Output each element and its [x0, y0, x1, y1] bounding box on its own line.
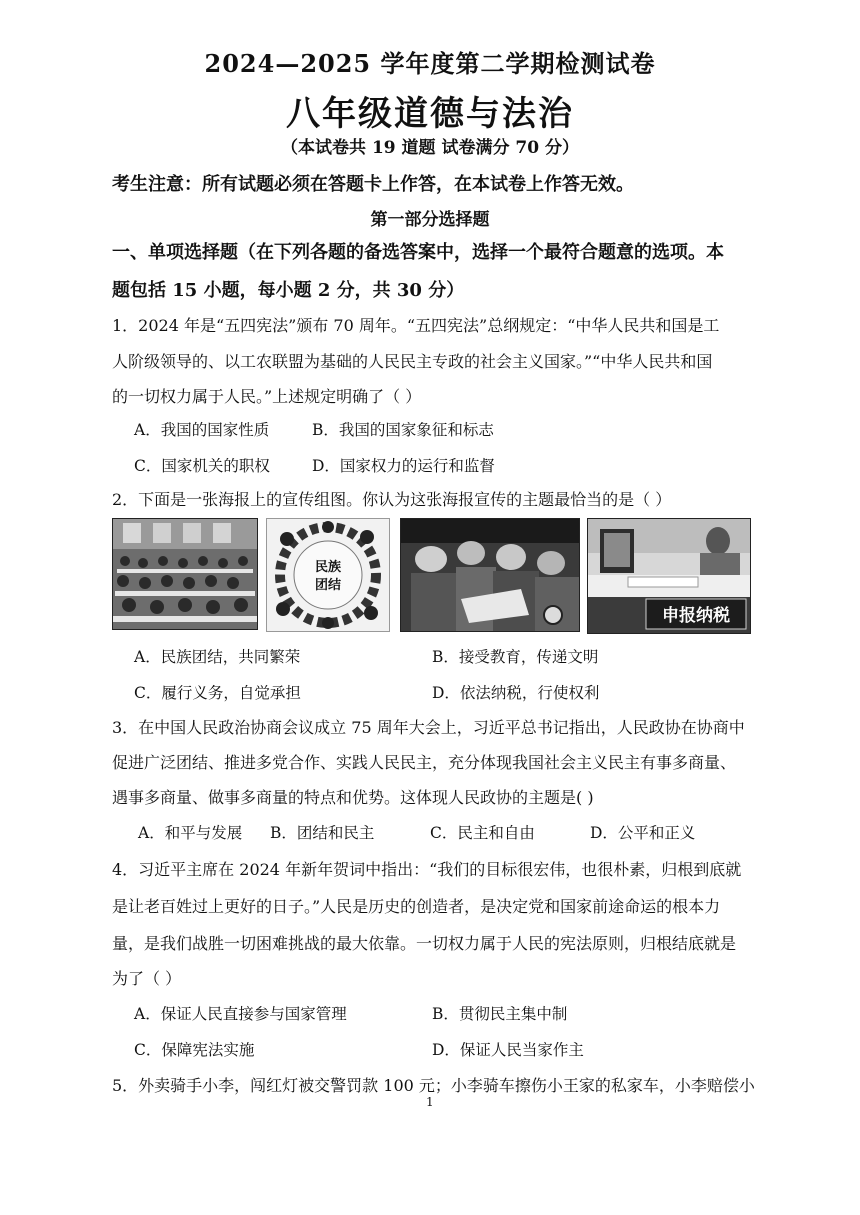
q4-option-b: B．贯彻民主集中制 [432, 1005, 568, 1023]
exam-notice: 考生注意：所有试题必须在答题卡上作答，在本试卷上作答无效。 [112, 174, 634, 195]
ethnic-unity-text-bottom: 团结 [314, 578, 342, 593]
exam-subtitle: （本试卷共 19 道题 试卷满分 70 分） [281, 138, 579, 158]
poster-photo-ethnic-unity [266, 518, 390, 632]
q4-line3: 量，是我们战胜一切困难挑战的最大依靠。一切权力属于人民的宪法原则，归根结底就是 [112, 934, 737, 953]
q1-line3: 的一切权力属于人民。”上述规定明确了（ ） [112, 387, 422, 406]
q3-line1: 3．在中国人民政治协商会议成立 75 周年大会上，习近平总书记指出，人民政协在协商中 [112, 718, 745, 737]
tax-declaration-sign: 申报纳税 [662, 606, 730, 626]
q5-line1: 5．外卖骑手小李，闯红灯被交警罚款 100 元；小李骑车擦伤小王家的私家车，小李赔偿小 [112, 1076, 755, 1095]
q3-option-d: D．公平和正义 [590, 824, 696, 842]
exam-title-year: 2024—2025 学年度第二学期检测试卷 [204, 49, 656, 78]
page-number: 1 [426, 1095, 434, 1109]
q1-option-b: B．我国的国家象征和标志 [312, 421, 494, 439]
q4-option-a: A．保证人民直接参与国家管理 [134, 1005, 347, 1023]
poster-photo-soldiers [400, 518, 580, 632]
part-title: 第一部分选择题 [370, 210, 490, 230]
q4-line2: 是让老百姓过上更好的日子。”人民是历史的创造者，是决定党和国家前途命运的根本力 [112, 897, 721, 916]
q1-option-d: D．国家权力的运行和监督 [312, 457, 495, 475]
q1-option-c: C．国家机关的职权 [134, 457, 270, 475]
q4-line4: 为了（ ） [112, 969, 182, 988]
q3-option-b: B．团结和民主 [270, 824, 375, 842]
q2-option-c: C．履行义务，自觉承担 [134, 684, 301, 702]
q1-option-a: A．我国的国家性质 [134, 421, 270, 439]
exam-title-subject: 八年级道德与法治 [286, 94, 574, 134]
section-instruction-line2: 题包括 15 小题，每小题 2 分，共 30 分） [112, 280, 465, 301]
q3-line3: 遇事多商量、做事多商量的特点和优势。这体现人民政协的主题是( ) [112, 788, 594, 807]
q2-option-d: D．依法纳税，行使权利 [432, 684, 600, 702]
q2-option-b: B．接受教育，传递文明 [432, 648, 599, 666]
q2-line1: 2．下面是一张海报上的宣传组图。你认为这张海报宣传的主题最恰当的是（ ） [112, 490, 672, 509]
q4-option-c: C．保障宪法实施 [134, 1041, 255, 1059]
q1-line2: 人阶级领导的、以工农联盟为基础的人民民主专政的社会主义国家。”“中华人民共和国 [112, 352, 713, 371]
q3-line2: 促进广泛团结、推进多党合作、实践人民民主，充分体现我国社会主义民主有事多商量、 [112, 753, 737, 772]
ethnic-unity-text-top: 民族 [314, 560, 342, 575]
poster-photo-classroom [112, 518, 258, 630]
q1-line1: 1．2024 年是“五四宪法”颁布 70 周年。“五四宪法”总纲规定：“中华人民共和国是工 [112, 316, 720, 335]
q4-option-d: D．保证人民当家作主 [432, 1041, 584, 1059]
q2-option-a: A．民族团结，共同繁荣 [134, 648, 301, 666]
q3-option-a: A．和平与发展 [138, 824, 243, 842]
poster-photo-tax-counter [587, 518, 751, 634]
q3-option-c: C．民主和自由 [430, 824, 535, 842]
section-instruction-line1: 一、单项选择题（在下列各题的备选答案中，选择一个最符合题意的选项。本 [112, 242, 724, 263]
q4-line1: 4．习近平主席在 2024 年新年贺词中指出：“我们的目标很宏伟，也很朴素，归根到底就 [112, 860, 742, 879]
